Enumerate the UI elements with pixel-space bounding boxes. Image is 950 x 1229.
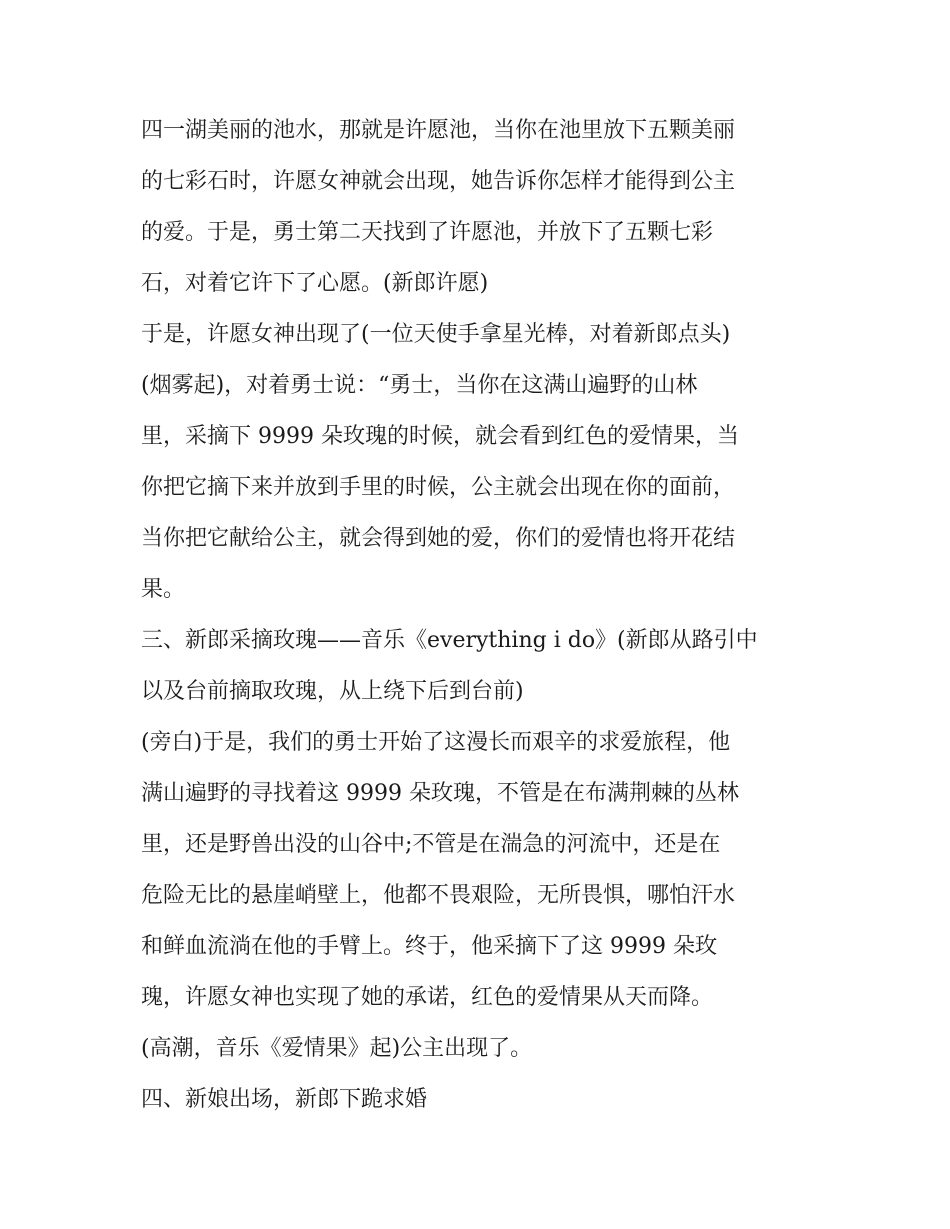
text-line: 和鲜血流淌在他的手臂上。终于，他采摘下了这 9999 朵玫	[141, 934, 717, 959]
text-line: 里，采摘下 9999 朵玫瑰的时候，就会看到红色的爱情果，当	[141, 424, 739, 449]
text-line: (烟雾起)，对着勇士说：“勇士，当你在这满山遍野的山林	[141, 373, 698, 398]
text-line: 瑰，许愿女神也实现了她的承诺，红色的爱情果从天而降。	[141, 985, 714, 1010]
text-line: 危险无比的悬崖峭壁上，他都不畏艰险，无所畏惧，哪怕汗水	[141, 883, 736, 908]
section-heading: 三、新郎采摘玫瑰——音乐《everything i do》(新郎从路引中	[141, 628, 758, 653]
document-body	[141, 105, 821, 1125]
text-line: 石，对着它许下了心愿。(新郎许愿)	[141, 271, 489, 296]
text-line: 四一湖美丽的池水，那就是许愿池，当你在池里放下五颗美丽	[141, 118, 736, 143]
section-heading: 四、新娘出场，新郎下跪求婚	[141, 1087, 428, 1112]
text-line: 的爱。于是，勇士第二天找到了许愿池，并放下了五颗七彩	[141, 220, 714, 245]
text-line: 以及台前摘取玫瑰，从上绕下后到台前)	[141, 679, 524, 704]
text-line: 的七彩石时，许愿女神就会出现，她告诉你怎样才能得到公主	[141, 169, 736, 194]
text-line: 果。	[141, 577, 186, 602]
text-line: 满山遍野的寻找着这 9999 朵玫瑰，不管是在布满荆棘的丛林	[141, 781, 739, 806]
text-line: 里，还是野兽出没的山谷中;不管是在湍急的河流中，还是在	[141, 832, 721, 857]
text-line: 于是，许愿女神出现了(一位天使手拿星光棒，对着新郎点头)	[141, 322, 731, 347]
text-line: 你把它摘下来并放到手里的时候，公主就会出现在你的面前，	[141, 475, 736, 500]
text-line: (旁白)于是，我们的勇士开始了这漫长而艰辛的求爱旅程，他	[141, 730, 731, 755]
text-line: 当你把它献给公主，就会得到她的爱，你们的爱情也将开花结	[141, 526, 736, 551]
text-line: (高潮，音乐《爱情果》起)公主出现了。	[141, 1036, 533, 1061]
